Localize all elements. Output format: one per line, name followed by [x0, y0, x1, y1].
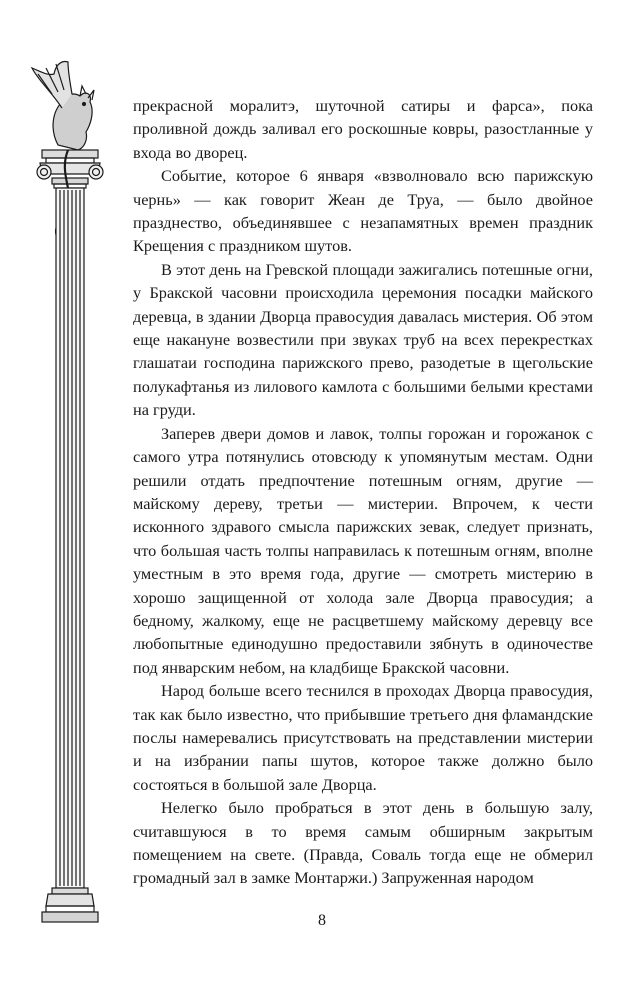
gargoyle-column-icon: [28, 50, 108, 955]
paragraph: В этот день на Гревской площади зажигались потешные огни, у Бракской часовни происходила церемония посадки майского деревца, в здании Дворца правосудия давалась мистерия. Об этом еще накануне возвестили при звуках труб на всех перекрестках глашатаи господина парижского прево, разодетые в щегольские полукафтанья из лилового камлота с большими белыми крестами на груди.: [133, 259, 593, 420]
page-number: 8: [318, 912, 326, 929]
paragraph: Нелегко было пробраться в этот день в большую залу, считавшуюся в то время самым обширным закрытым помещением на свете. (Правда, Соваль тогда еще не обмерил громадный зал в замке Монтаржи.) Запруженная народом: [133, 798, 593, 888]
paragraph: Заперев двери домов и лавок, толпы горожан и горожанок с самого утра потянулись отовсюду к упомянутым местам. Одни решили отдать предпочтение потешным огням, другие — майскому дереву, третьи — мистерии. Впрочем, к чести исконного здравого смысла парижских зевак, следует признать, что большая часть толпы направилась к потешным огням, вполне уместным в это время года, другие — смотреть мистерию в хорошо защищенной от холода зале Дворца правосудия; а бедному, жалкому, еще не расцветшему майскому деревцу все любопытные единодушно предоставили зябнуть в одиночестве под январским небом, на кладбище Бракской часовни.: [133, 423, 593, 677]
paragraph: Народ больше всего теснился в проходах Дворца правосудия, так как было известно, что прибывшие третьего дня фламандские послы намеревались присутствовать на представлении мистерии и на избрании папы шутов, которое также должно было состояться в большой зале Дворца.: [133, 681, 593, 794]
paragraph: Событие, которое 6 января «взволновало всю парижскую чернь» — как говорит Жеан де Труа, — было двойное празднество, объединявшее с незапамятных времен праздник Крещения с праздником шутов.: [133, 166, 593, 256]
body-text: [133, 94, 593, 890]
paragraph: прекрасной моралитэ, шуточной сатиры и фарса», пока проливной дождь заливал его роскошные ковры, разостланные у входа во дворец.: [133, 96, 593, 162]
